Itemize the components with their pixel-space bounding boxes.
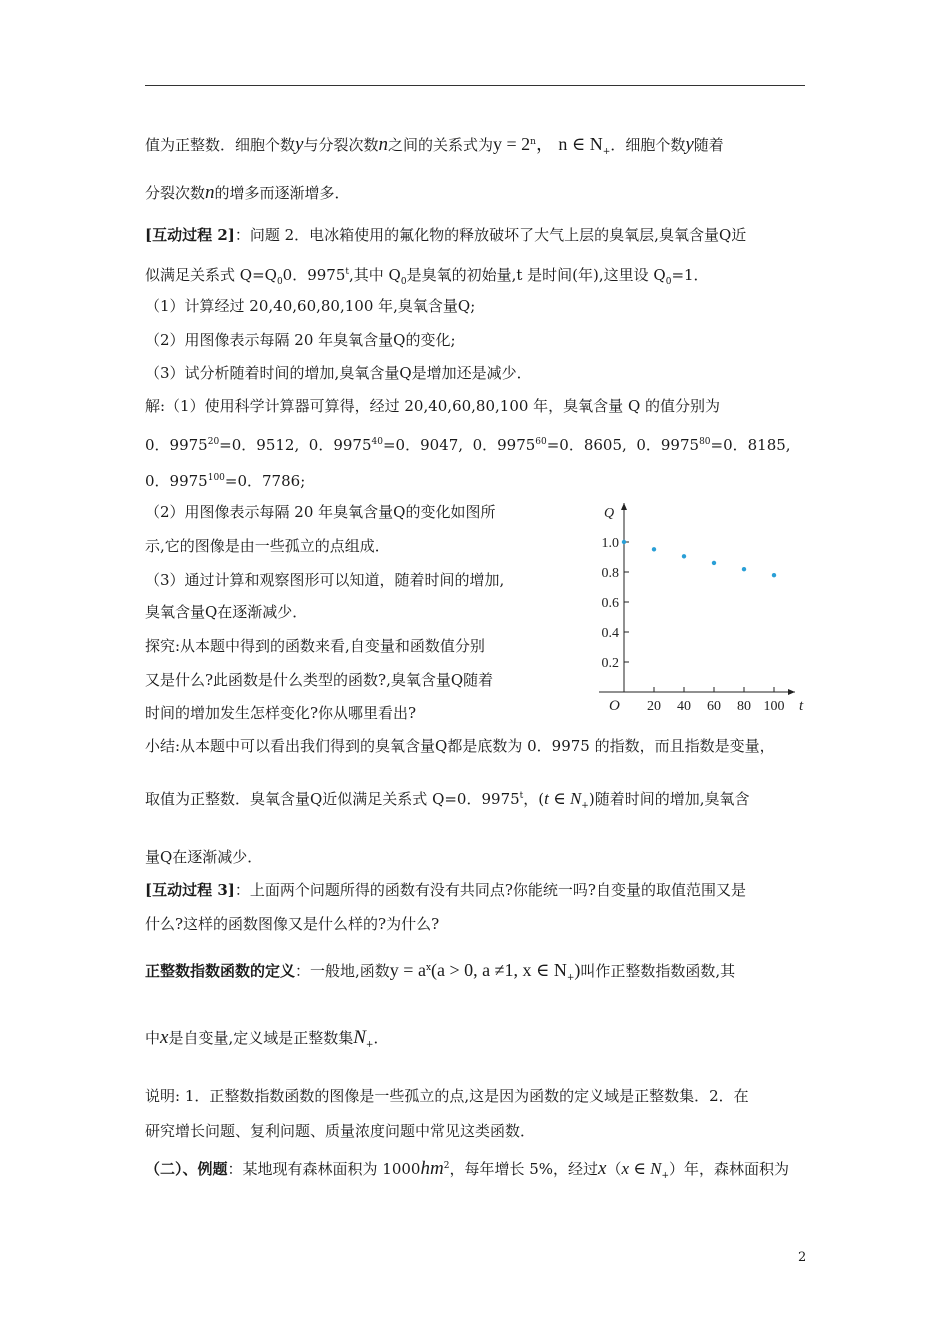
x-tick-label: 40	[677, 699, 691, 714]
text: 0．9975	[308, 436, 372, 454]
formula: (a > 0, a ≠1, x ∈ N	[431, 960, 567, 980]
text-line	[145, 570, 504, 590]
text: 什么?这样的函数图像又是什么样的?为什么?	[145, 915, 440, 933]
data-point	[772, 573, 776, 577]
example-line	[145, 1156, 789, 1186]
sub: +	[661, 1171, 669, 1181]
text: 示,它的图像是由一些孤立的点组成．	[145, 537, 390, 555]
text: （	[606, 1160, 622, 1178]
header-rule	[145, 85, 805, 86]
text: ．细胞个数	[610, 136, 686, 154]
text: 0．9975	[472, 436, 536, 454]
solution-line	[145, 396, 720, 416]
formula: )	[574, 960, 581, 980]
math-var: y	[295, 134, 304, 155]
definition-line	[145, 958, 735, 988]
text: 0．9975	[636, 436, 700, 454]
data-point	[742, 567, 746, 571]
x-tick-label: 20	[647, 699, 661, 714]
text: 时间的增加发生怎样变化?你从哪里看出?	[145, 704, 417, 722]
sup: x	[425, 963, 432, 973]
text: ，(	[523, 790, 545, 808]
sub: +	[365, 1040, 374, 1050]
text: ）	[668, 1160, 684, 1178]
text: =0．8185,	[710, 436, 791, 454]
text: 0．9975	[282, 266, 346, 284]
text-line	[145, 914, 439, 934]
text: =0．8605,	[546, 436, 627, 454]
text-line	[145, 536, 390, 556]
text: 是臭氧的初始量,t 是时间(年),这里设 Q	[406, 266, 666, 284]
note-line	[145, 1086, 749, 1106]
text: （3）试分析随着时间的增加,臭氧含量Q是增加还是减少．	[145, 364, 532, 382]
values-line	[145, 432, 791, 455]
y-tick-label: 1.0	[601, 536, 619, 551]
text: 研究增长问题、复利问题、质量浓度问题中常见这类函数．	[145, 1122, 536, 1140]
note-line	[145, 1121, 535, 1141]
math-var: x	[598, 1158, 607, 1179]
text: ：一般地,函数	[295, 962, 390, 980]
data-point	[682, 554, 686, 558]
y-tick-label: 0.8	[601, 566, 619, 581]
y-axis-arrow	[621, 503, 627, 510]
text-line	[145, 502, 495, 522]
math-var: N	[353, 1027, 366, 1048]
math-var: n	[378, 134, 388, 155]
sub: +	[581, 801, 589, 811]
text: 随着	[693, 136, 724, 154]
text: 中	[145, 1029, 161, 1047]
question-2	[145, 330, 456, 350]
y-axis-label: Q	[604, 506, 615, 521]
text: ：问题 2．电冰箱使用的氟化物的释放破坏了大气上层的臭氧层,臭氧含量Q近	[234, 226, 747, 244]
text: 探究:从本题中得到的函数来看,自变量和函数值分别	[145, 637, 485, 655]
text-line	[145, 602, 307, 622]
text: 说明: 1．正整数指数函数的图像是一些孤立的点,这是因为函数的定义域是正整数集．2．在	[145, 1087, 749, 1105]
section-title: [互动过程 3]	[145, 881, 235, 899]
formula: ， n ∈ N	[535, 134, 603, 154]
text: ：上面两个问题所得的函数有没有共同点?你能统一吗?自变量的取值范围又是	[234, 881, 746, 899]
text: )	[588, 790, 595, 808]
definition-title: 正整数指数函数的定义	[145, 962, 296, 980]
y-tick-label: 0.6	[601, 596, 619, 611]
text-line	[145, 636, 485, 656]
sup: 100	[207, 473, 225, 483]
text: 叫作正整数指数函数,其	[580, 962, 736, 980]
sub: +	[566, 973, 575, 983]
text: 之间的关系式为	[387, 136, 493, 154]
x-tick-label: 80	[737, 699, 751, 714]
sup: 40	[371, 437, 383, 447]
text: 分裂次数	[145, 184, 206, 202]
data-point	[622, 540, 626, 544]
sup: 20	[207, 437, 220, 447]
question-1	[145, 296, 475, 316]
sup: 80	[699, 437, 711, 447]
text: =0．7786;	[224, 472, 306, 490]
sub: 0	[276, 277, 283, 287]
text-line	[145, 670, 493, 690]
values-line	[145, 468, 305, 491]
sub: 0	[400, 277, 407, 287]
text-line	[145, 703, 416, 723]
text: 0．9975	[145, 436, 208, 454]
text: 是自变量,定义域是正整数集	[168, 1029, 354, 1047]
text: ,其中 Q	[349, 266, 401, 284]
page-number: 2	[798, 1250, 807, 1265]
data-point	[712, 561, 716, 565]
text: （2）用图像表示每隔 20 年臭氧含量Q的变化如图所	[145, 503, 496, 521]
ozone-scatter-chart	[585, 495, 815, 725]
y-tick-label: 0.2	[601, 656, 619, 671]
x-tick-label: 60	[707, 699, 721, 714]
text: 似满足关系式 Q=Q	[145, 266, 277, 284]
summary-line	[145, 847, 262, 867]
formula-sup: n	[530, 137, 536, 147]
text: =0．9047,	[382, 436, 464, 454]
x-tick-label: 100	[763, 699, 785, 714]
text: ，每年增长 5%，经过	[449, 1160, 599, 1178]
formula-sub: +	[602, 147, 611, 157]
text: 的增多而逐渐增多．	[214, 184, 350, 202]
text: （2）用图像表示每隔 20 年臭氧含量Q的变化;	[145, 331, 456, 349]
math-var: x	[160, 1027, 169, 1048]
formula: y = 2	[492, 134, 531, 154]
definition-line	[145, 1028, 388, 1055]
y-tick-label: 0.4	[601, 626, 619, 641]
text: =1．	[671, 266, 709, 284]
text: 取值为正整数．臭氧含量Q近似满足关系式 Q=0．9975	[145, 790, 520, 808]
text: 量Q在逐渐减少．	[145, 848, 263, 866]
math-var: x ∈ N	[621, 1159, 662, 1178]
text-line	[145, 262, 709, 292]
text: =0．9512,	[219, 436, 300, 454]
text: 与分裂次数	[303, 136, 379, 154]
text: 年，森林面积为	[684, 1160, 790, 1178]
sup: 2	[443, 1161, 450, 1171]
origin-label: O	[609, 698, 620, 714]
example-title: （二）、例题	[145, 1160, 228, 1178]
sup: t	[345, 267, 350, 277]
formula: y = a	[389, 960, 426, 980]
text-line	[145, 225, 746, 245]
sup: t	[519, 791, 524, 801]
text: 小结:从本题中可以看出我们得到的臭氧含量Q都是底数为 0．9975 的指数，而且指数是变量，	[145, 737, 775, 755]
text-line	[145, 183, 350, 203]
text: ：某地现有森林面积为 1000	[227, 1160, 421, 1178]
text-line	[145, 132, 724, 162]
question-3	[145, 363, 532, 383]
x-axis-arrow	[788, 689, 795, 695]
text: 又是什么?此函数是什么类型的函数?,臭氧含量Q随着	[145, 671, 494, 689]
text: 随着时间的增加,臭氧含	[594, 790, 750, 808]
sup: 60	[535, 437, 547, 447]
x-axis-label: t	[799, 698, 804, 714]
math-var: hm	[420, 1158, 444, 1179]
math-var: t ∈ N	[544, 789, 582, 808]
data-point	[652, 547, 656, 551]
sub: 0	[665, 277, 672, 287]
summary-line	[145, 786, 749, 816]
text: ．	[373, 1029, 389, 1047]
text: （3）通过计算和观察图形可以知道，随着时间的增加,	[145, 571, 505, 589]
summary-line	[145, 736, 775, 756]
text: 解:（1）使用科学计算器可算得，经过 20,40,60,80,100 年，臭氧含量 Q 的值分别为	[145, 397, 721, 415]
math-var: y	[685, 134, 694, 155]
text: 臭氧含量Q在逐渐减少．	[145, 603, 308, 621]
section-title: [互动过程 2]	[145, 226, 235, 244]
math-var: n	[205, 182, 215, 203]
text: 值为正整数．细胞个数	[145, 136, 296, 154]
text: 0．9975	[145, 472, 208, 490]
text: （1）计算经过 20,40,60,80,100 年,臭氧含量Q;	[145, 297, 476, 315]
text-line	[145, 880, 746, 900]
